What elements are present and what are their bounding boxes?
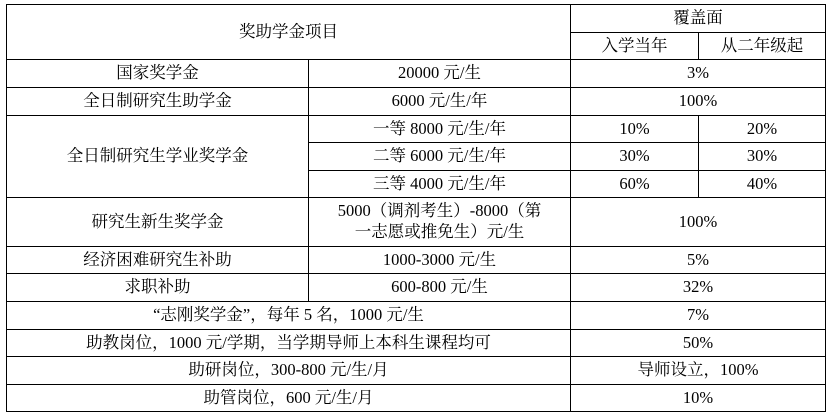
row-full-text: 助研岗位，300-800 元/生/月	[7, 357, 571, 385]
table-row	[7, 301, 826, 329]
row-full-text: 助教岗位，1000 元/学期，当学期导师上本科生课程均可	[7, 329, 571, 357]
table-row	[7, 60, 826, 88]
row-coverage: 100%	[571, 87, 826, 115]
row-coverage-first-year: 30%	[571, 143, 699, 171]
table-row	[7, 115, 826, 143]
row-coverage-first-year: 60%	[571, 170, 699, 198]
row-coverage-second-year: 40%	[699, 170, 826, 198]
row-amount: 二等 6000 元/生/年	[309, 143, 571, 171]
row-coverage: 10%	[571, 384, 826, 412]
table-header-row	[7, 5, 826, 33]
table-row	[7, 198, 826, 246]
table-row	[7, 87, 826, 115]
table-row	[7, 357, 826, 385]
row-amount: 20000 元/生	[309, 60, 571, 88]
row-amount	[309, 198, 571, 246]
row-name: 全日制研究生学业奖学金	[7, 115, 309, 198]
row-coverage: 7%	[571, 301, 826, 329]
row-amount: 6000 元/生/年	[309, 87, 571, 115]
row-coverage-second-year: 30%	[699, 143, 826, 171]
row-coverage: 3%	[571, 60, 826, 88]
row-coverage: 100%	[571, 198, 826, 246]
row-coverage-first-year: 10%	[571, 115, 699, 143]
header-from-second-year: 从二年级起	[699, 32, 826, 60]
row-coverage: 导师设立，100%	[571, 357, 826, 385]
scholarship-table	[6, 4, 826, 412]
row-name: 研究生新生奖学金	[7, 198, 309, 246]
table-row	[7, 274, 826, 302]
row-coverage: 5%	[571, 246, 826, 274]
header-coverage: 覆盖面	[571, 5, 826, 33]
row-amount-line2: 一志愿或推免生）元/生	[354, 222, 525, 241]
row-full-text: “志刚奖学金”，每年 5 名，1000 元/生	[7, 301, 571, 329]
table-row	[7, 329, 826, 357]
row-coverage: 32%	[571, 274, 826, 302]
row-amount: 1000-3000 元/生	[309, 246, 571, 274]
row-amount-line1: 5000（调剂考生）-8000（第	[337, 201, 542, 221]
row-amount: 600-800 元/生	[309, 274, 571, 302]
row-amount: 一等 8000 元/生/年	[309, 115, 571, 143]
header-project: 奖助学金项目	[7, 5, 571, 60]
row-coverage-second-year: 20%	[699, 115, 826, 143]
row-name: 求职补助	[7, 274, 309, 302]
row-coverage: 50%	[571, 329, 826, 357]
table-row	[7, 384, 826, 412]
row-name: 国家奖学金	[7, 60, 309, 88]
row-amount: 三等 4000 元/生/年	[309, 170, 571, 198]
row-full-text: 助管岗位，600 元/生/月	[7, 384, 571, 412]
header-first-year: 入学当年	[571, 32, 699, 60]
row-name: 全日制研究生助学金	[7, 87, 309, 115]
table-row	[7, 246, 826, 274]
row-name: 经济困难研究生补助	[7, 246, 309, 274]
